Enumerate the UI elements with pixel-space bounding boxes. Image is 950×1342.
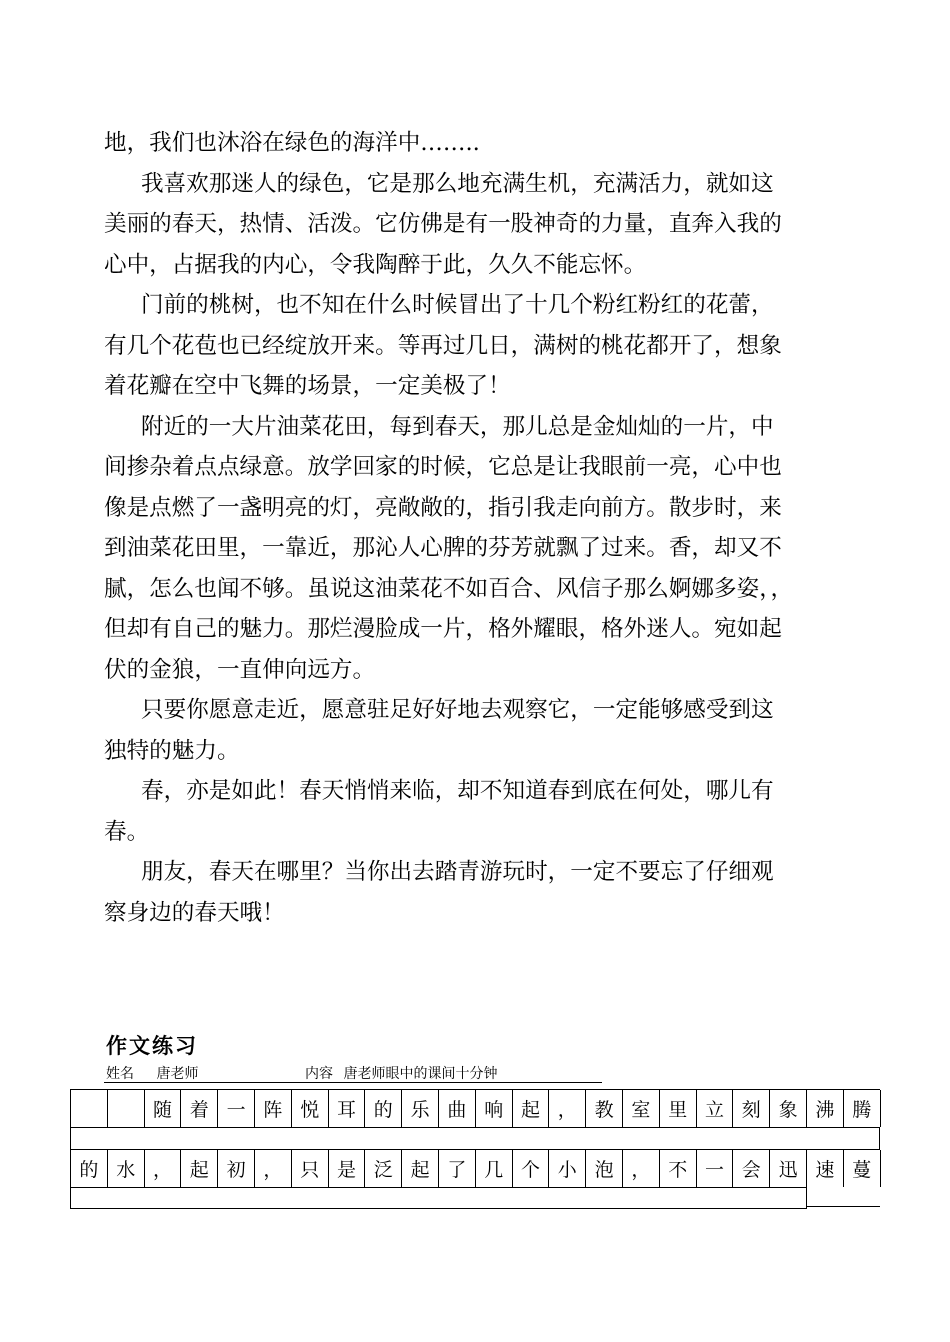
essay-line: 伏的金狼，一直伸向远方。 xyxy=(104,656,376,683)
essay-line: 只要你愿意走近，愿意驻足好好地去观察它，一定能够感受到这 xyxy=(141,697,774,723)
essay-line: 腻，怎么也闻不够。虽说这油菜花不如百合、风信子那么婀娜多姿，， xyxy=(104,575,794,602)
grid-cell xyxy=(108,1090,145,1127)
grid-cell: 蔓 xyxy=(844,1150,881,1187)
grid-cell: 泡 xyxy=(586,1150,623,1187)
grid-cell: 腾 xyxy=(844,1090,881,1127)
essay-line: 我喜欢那迷人的绿色，它是那么地充满生机，充满活力，就如这 xyxy=(141,170,774,197)
grid-cell: 初 xyxy=(218,1150,255,1187)
essay-line: 像是点燃了一盏明亮的灯，亮敞敞的，指引我走向前方。散步时，来 xyxy=(104,494,782,521)
grid-cell: 是 xyxy=(329,1150,366,1187)
grid-row xyxy=(70,1149,880,1187)
essay-line: 春，亦是如此！春天悄悄来临，却不知道春到底在何处，哪儿有 xyxy=(141,778,774,804)
grid-cell: 刻 xyxy=(733,1090,770,1127)
practice-title: 作文练习 xyxy=(106,1033,198,1058)
grid-cell: 会 xyxy=(733,1150,770,1187)
grid-cell: 一 xyxy=(218,1090,255,1127)
grid-cell: 阵 xyxy=(255,1090,292,1127)
essay-line: 独特的魅力。 xyxy=(104,737,240,764)
meta-underline xyxy=(104,1082,602,1083)
grid-cell: 小 xyxy=(549,1150,586,1187)
grid-cell: 随 xyxy=(145,1090,182,1127)
grid-cell: 不 xyxy=(660,1150,697,1187)
grid-tail-line xyxy=(807,1206,880,1207)
essay-paragraph xyxy=(104,771,848,852)
grid-spacer xyxy=(70,1187,807,1209)
essay-line: 心中，占据我的内心，令我陶醉于此，久久不能忘怀。 xyxy=(104,251,647,278)
grid-cell: 里 xyxy=(660,1090,697,1127)
essay-line: 间掺杂着点点绿意。放学回家的时候，它总是让我眼前一亮，心中也 xyxy=(104,454,782,480)
grid-cell: ， xyxy=(255,1150,292,1187)
grid-cell: 立 xyxy=(697,1090,734,1127)
grid-cell: 个 xyxy=(513,1150,550,1187)
essay-paragraph xyxy=(104,690,848,771)
essay-paragraph xyxy=(104,852,848,933)
essay-line: 附近的一大片油菜花田，每到春天，那儿总是金灿灿的一片，中 xyxy=(141,413,774,440)
grid-cell: 水 xyxy=(108,1150,145,1187)
grid-cell xyxy=(71,1090,108,1127)
essay-line: 春。 xyxy=(104,818,150,845)
grid-cell: 泛 xyxy=(365,1150,402,1187)
essay-line: 察身边的春天哦！ xyxy=(104,899,285,926)
grid-cell: 响 xyxy=(476,1090,513,1127)
essay-line: 有几个花苞也已经绽放开来。等再过几日，满树的桃花都开了，想象 xyxy=(104,332,782,359)
grid-cell: 了 xyxy=(439,1150,476,1187)
grid-cell: 起 xyxy=(181,1150,218,1187)
grid-cell: 一 xyxy=(697,1150,734,1187)
grid-cell: ， xyxy=(145,1150,182,1187)
essay-body xyxy=(104,123,848,933)
grid-spacer xyxy=(70,1127,880,1149)
content-value: 唐老师眼中的课间十分钟 xyxy=(343,1066,498,1082)
grid-cell: 曲 xyxy=(439,1090,476,1127)
essay-line: 但却有自己的魅力。那烂漫脸成一片，格外耀眼，格外迷人。宛如起 xyxy=(104,616,782,642)
essay-line: 到油菜花田里，一靠近，那沁人心脾的芬芳就飘了过来。香，却又不 xyxy=(104,535,782,561)
grid-cell: 起 xyxy=(513,1090,550,1127)
grid-row xyxy=(70,1089,880,1127)
name-label: 姓名 xyxy=(106,1066,134,1082)
name-value: 唐老师 xyxy=(156,1066,199,1082)
name-field xyxy=(106,1066,198,1082)
grid-cell: ， xyxy=(549,1090,586,1127)
grid-cell: ， xyxy=(623,1150,660,1187)
grid-cell: 室 xyxy=(623,1090,660,1127)
essay-line: 地，我们也沐浴在绿色的海洋中…….. xyxy=(104,130,480,156)
essay-line: 着花瓣在空中飞舞的场景，一定美极了！ xyxy=(104,373,511,399)
grid-cell: 起 xyxy=(402,1150,439,1187)
essay-paragraph xyxy=(104,123,848,164)
essay-paragraph xyxy=(104,285,848,407)
grid-cell: 乐 xyxy=(402,1090,439,1127)
essay-line: 门前的桃树，也不知在什么时候冒出了十几个粉红粉红的花蕾， xyxy=(141,292,774,318)
grid-cell: 教 xyxy=(586,1090,623,1127)
grid-cell: 象 xyxy=(770,1090,807,1127)
grid-cell: 几 xyxy=(476,1150,513,1187)
grid-cell: 的 xyxy=(71,1150,108,1187)
grid-cell: 耳 xyxy=(329,1090,366,1127)
writing-grid xyxy=(70,1089,880,1209)
grid-cell: 悦 xyxy=(292,1090,329,1127)
grid-cell: 迅 xyxy=(770,1150,807,1187)
grid-cell: 只 xyxy=(292,1150,329,1187)
essay-line: 朋友，春天在哪里？当你出去踏青游玩时，一定不要忘了仔细观 xyxy=(141,859,774,885)
grid-cell: 着 xyxy=(181,1090,218,1127)
grid-cell: 速 xyxy=(807,1150,844,1187)
content-field xyxy=(305,1066,497,1082)
essay-paragraph xyxy=(104,164,848,286)
grid-cell: 沸 xyxy=(807,1090,844,1127)
essay-paragraph xyxy=(104,407,848,691)
grid-cell: 的 xyxy=(365,1090,402,1127)
content-label: 内容 xyxy=(305,1066,333,1082)
essay-line: 美丽的春天，热情、活泼。它仿佛是有一股神奇的力量，直奔入我的 xyxy=(104,211,782,237)
